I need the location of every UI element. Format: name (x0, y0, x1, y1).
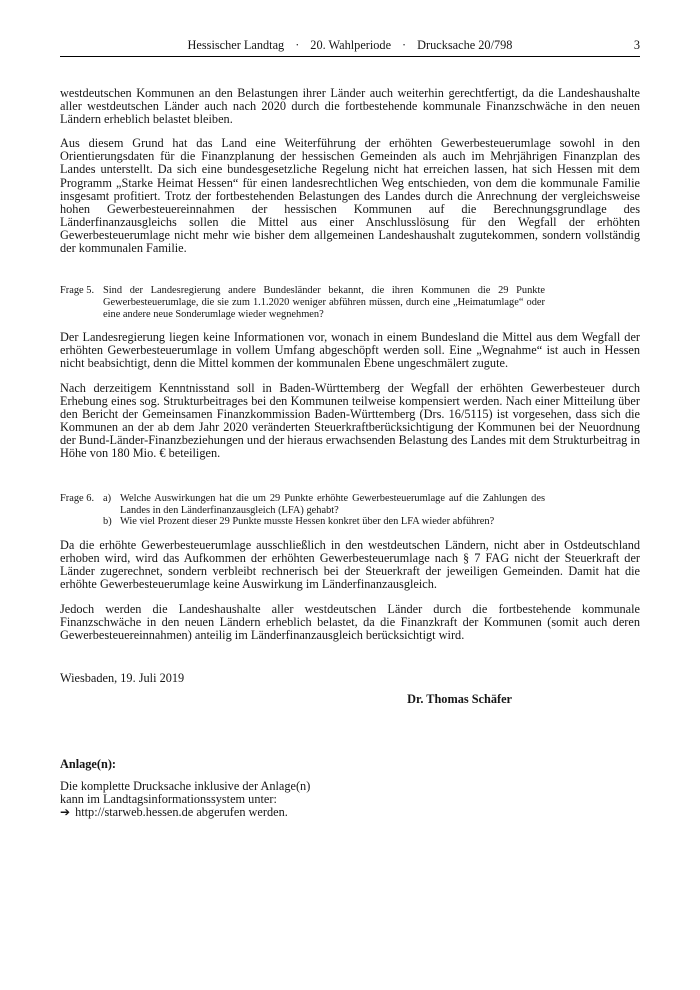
item-a-text: Welche Auswirkungen hat die um 29 Punkte erhöhte Gewerbesteuerumlage auf die Zahlungen des Landes in den Länderfinanzausgleich (LFA) gehabt? (120, 493, 545, 516)
paragraph-answer-6a: Da die erhöhte Gewerbesteuerumlage ausschließlich in den westdeutschen Ländern, nicht aber in Ostdeutschland erhoben wird, wird das Aufkommen der erhöhten Gewerbesteuerumlage nach § 7 FAG nicht der Steuerkraft der Länder zugerechnet, sondern verbleibt rechnerisch bei der Steuerkraft der jeweiligen Gemeinden. Damit hat die erhöhte Gewerbesteuerumlage keine Auswirkung im Länderfinanzausgleich. (60, 538, 640, 592)
paragraph-continuation: westdeutschen Kommunen an den Belastungen ihrer Länder auch weiterhin gerechtfertigt, da die Landeshaushalte aller westdeutschen Länder auch nach 2020 durch die fortbestehende kommunale Finanzschwäche in den neuen Ländern erheblich belastet bleiben. (60, 86, 640, 127)
place-date: Wiesbaden, 19. Juli 2019 (60, 670, 185, 685)
header-period: 20. Wahlperiode (310, 38, 392, 52)
header-document-number: Drucksache 20/798 (417, 38, 513, 52)
paragraph-answer-6b: Jedoch werden die Landeshaushalte aller westdeutschen Länder durch die fortbestehende kommunale Finanzschwäche in den neuen Ländern erheblich belastet, da die Finanzkraft der Kommunen (somit auch deren Gewerbesteuereinnahmen) anteilig im Länderfinanzausgleich berücksichtigt wird. (60, 601, 640, 642)
header-separator: · (402, 38, 407, 52)
header-publisher: Hessischer Landtag (187, 38, 285, 52)
item-b-text: Wie viel Prozent dieser 29 Punkte musste Hessen konkret über den LFA wieder abführen? (120, 516, 495, 528)
attachments-link-line (60, 806, 640, 819)
item-a-marker: a) (103, 493, 112, 505)
question-5-label: Frage 5. (60, 285, 95, 297)
question-6-item-b (103, 516, 545, 528)
attachments-line-2: kann im Landtagsinformationssystem unter: (60, 792, 277, 807)
question-6-label: Frage 6. (60, 493, 95, 505)
paragraph-answer-5b: Nach derzeitigem Kenntnisstand soll in Baden-Württemberg der Wegfall der erhöhten Gewerbesteuer durch Erhebung eines sog. Strukturbeitrages bei den Kommunen teilweise kompensiert werden. Nach einer Mitteilung über den Bericht der Gemeinsamen Finanzkommission Baden-Württemberg (Drs. 16/5115) ist vorgesehen, dass sich die Kommunen an der ab dem Jahr 2020 veränderten Steuerkraftberücksichtigung der Kommunen bei der Neuordnung der Bund-Länder-Finanzbeziehungen und der hieraus erwachsenden Belastung des Landes mit dem Strukturbeitrag in Höhe von 180 Mio. € beteiligen. (60, 380, 640, 460)
attachments-line-1: Die komplette Drucksache inklusive der Anlage(n) (60, 779, 311, 794)
page-number: 3 (633, 38, 640, 52)
attachments-section (60, 758, 640, 819)
paragraph-answer-heimat: Aus diesem Grund hat das Land eine Weiterführung der erhöhten Gewerbesteuerumlage sowohl in den Orientierungsdaten für die Finanzplanung der hessischen Gemeinden als auch im Mehrjährigen Finanzplan des Landes unterstellt. Da sich eine bundesgesetzliche Regelung nicht hat erreichen lassen, hat sich Hessen mit dem Programm „Starke Heimat Hessen“ für einen landesrechtlichen Weg entschieden, von dem die kommunale Familie insgesamt profitiert. Trotz der fortbestehenden Belastungen des Landes durch die Anrechnung der vergleichsweise hohen Gewerbesteuereinnahmen der hessischen Kommunen auf die Berechnungsgrundlage des Länderfinanzausgleichs sollen die Mittel aus einer Anschlusslösung für den Wegfall der erhöhten Gewerbesteuerumlage nicht mehr wie bisher dem allgemeinen Landeshaushalt zugutekommen, sondern vollständig der kommunalen Familie. (60, 136, 640, 256)
attachments-heading: Anlage(n): (60, 757, 117, 772)
page-header (60, 38, 640, 52)
signature-name: Dr. Thomas Schäfer (407, 691, 512, 706)
header-separator: · (295, 38, 300, 52)
item-b-marker: b) (103, 516, 112, 528)
starweb-link[interactable]: http://starweb.hessen.de (75, 805, 194, 820)
paragraph-answer-5a: Der Landesregierung liegen keine Informationen vor, wonach in einem Bundesland die Mittel aus dem Wegfall der erhöhten Gewerbesteuerumlage in vollem Umfang abgeschöpft werden soll. Eine „Wegnahme“ ist auch in Hessen nicht beabsichtigt, denn die Mittel kommen der kommunalen Ebene ungeschmälert zugute. (60, 330, 640, 371)
attachments-link-suffix: abgerufen werden. (196, 805, 288, 820)
question-5-text: Sind der Landesregierung andere Bundesländer bekannt, die ihren Kommunen die 29 Punkte Gewerbesteuerumlage, die sie zum 1.1.2020 weniger abführen müssen, durch eine „Heimatumlage“ oder eine andere neue Sonderumlage wieder wegnehmen? (103, 285, 545, 320)
question-5 (60, 285, 545, 320)
question-6 (60, 493, 545, 528)
header-rule (60, 56, 640, 57)
question-6-item-a (103, 493, 545, 516)
arrow-right-icon: ➔ (60, 805, 71, 820)
